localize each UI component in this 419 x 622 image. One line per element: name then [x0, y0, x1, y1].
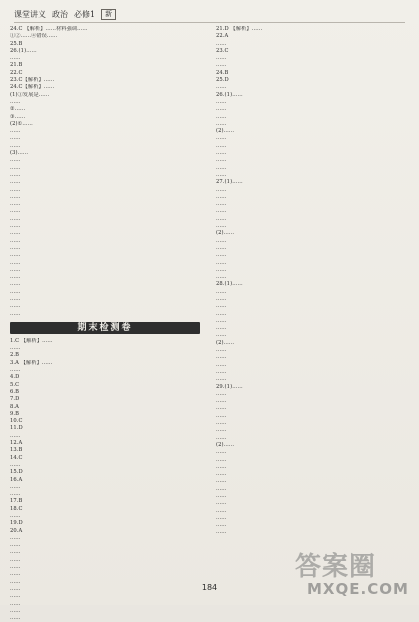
text-line: ......: [216, 259, 227, 266]
text-line: ......: [216, 347, 227, 354]
text-line: ......: [10, 549, 21, 556]
text-line: ......: [10, 215, 21, 222]
text-line: ......: [216, 368, 227, 375]
text-line: ......: [216, 237, 227, 244]
text-line: ......: [216, 434, 227, 441]
text-line: ......: [216, 266, 227, 273]
text-line: (3)......: [10, 150, 29, 157]
left-column-bottom: [10, 338, 200, 622]
text-line: ......: [216, 332, 227, 339]
text-line: ......: [216, 420, 227, 427]
text-line: ......: [216, 463, 227, 470]
text-line: ......: [216, 405, 227, 412]
text-line: 5.C: [10, 381, 20, 388]
text-line: ③......: [10, 113, 26, 120]
running-header: [14, 6, 405, 23]
text-line: ......: [216, 500, 227, 507]
text-line: 22.C: [10, 69, 23, 76]
text-line: 25.B: [10, 40, 23, 47]
text-line: ......: [216, 274, 227, 281]
text-line: ......: [10, 585, 21, 592]
text-line: ......: [216, 485, 227, 492]
text-line: ......: [10, 237, 21, 244]
text-line: ......: [10, 128, 21, 135]
text-line: (2)......: [216, 128, 235, 135]
text-line: ......: [10, 288, 21, 295]
text-line: ......: [216, 40, 227, 47]
text-line: 8.A: [10, 403, 19, 410]
series-name: 课堂讲义: [14, 9, 46, 19]
text-line: ......: [10, 542, 21, 549]
edition-badge: 新: [101, 9, 116, 20]
watermark-cn: 答案圈: [295, 552, 377, 582]
text-line: ......: [10, 259, 21, 266]
text-line: ......: [216, 208, 227, 215]
text-line: ......: [216, 390, 227, 397]
text-line: ......: [216, 120, 227, 127]
text-line: 21.D 【解析】......: [216, 26, 263, 32]
text-line: ......: [216, 164, 227, 171]
text-line: 16.A: [10, 476, 23, 483]
right-column: [216, 26, 412, 537]
text-line: ......: [10, 186, 21, 193]
text-line: ......: [216, 456, 227, 463]
text-line: ......: [216, 113, 227, 120]
text-line: ......: [216, 529, 227, 536]
text-line: ......: [10, 556, 21, 563]
text-line: ......: [216, 325, 227, 332]
text-line: ......: [216, 295, 227, 302]
text-line: 17.B: [10, 498, 23, 505]
left-column-top: [10, 26, 200, 318]
section-title: 期末检测卷: [10, 322, 200, 334]
text-line: 25.D: [216, 77, 229, 84]
text-line: ......: [10, 600, 21, 607]
text-line: ......: [10, 571, 21, 578]
text-line: ......: [10, 142, 21, 149]
text-line: ......: [10, 135, 21, 142]
text-line: ......: [216, 55, 227, 62]
text-line: ......: [216, 171, 227, 178]
text-line: ......: [10, 615, 21, 622]
text-line: ......: [216, 157, 227, 164]
text-line: 19.D: [10, 520, 23, 527]
text-line: ......: [216, 478, 227, 485]
text-line: ......: [10, 164, 21, 171]
text-line: 29.(1)......: [216, 383, 243, 390]
text-line: ......: [216, 471, 227, 478]
text-line: ......: [10, 98, 21, 105]
text-line: 1.C 【解析】......: [10, 337, 53, 344]
text-line: ......: [216, 150, 227, 157]
watermark-en: MXQE.COM: [307, 580, 409, 598]
text-line: ......: [10, 244, 21, 251]
text-line: ......: [10, 513, 21, 519]
text-line: ......: [216, 142, 227, 149]
text-line: 24.B: [216, 69, 229, 76]
text-line: ......: [10, 171, 21, 178]
text-line: 13.B: [10, 447, 23, 454]
text-line: 24.C【解析】......: [10, 84, 55, 91]
watermark-logo: [295, 546, 413, 602]
text-line: ......: [10, 193, 21, 200]
text-line: ......: [10, 208, 21, 215]
text-line: 12.A: [10, 440, 23, 447]
text-line: ......: [216, 317, 227, 324]
right-column-lines: [216, 26, 412, 537]
text-line: ......: [10, 564, 21, 571]
text-line: ......: [216, 412, 227, 419]
text-line: 6.B: [10, 388, 20, 395]
volume-name: 必修1: [74, 9, 96, 19]
text-line: ......: [216, 493, 227, 499]
text-line: 7.D: [10, 396, 20, 403]
text-line: ......: [216, 514, 227, 521]
text-line: ......: [10, 179, 21, 186]
text-line: 24.C 【解析】......材料强调......: [10, 26, 88, 32]
subject-name: 政治: [52, 9, 68, 19]
text-line: ......: [10, 491, 21, 498]
text-line: (2)①......: [10, 120, 33, 127]
text-line: ......: [216, 84, 227, 91]
text-line: ......: [10, 295, 21, 302]
text-line: ......: [216, 310, 227, 317]
text-line: ......: [216, 62, 227, 69]
text-line: 18.C: [10, 505, 23, 512]
text-line: ......: [216, 135, 227, 142]
text-line: ......: [10, 157, 21, 164]
text-line: ......: [216, 449, 227, 456]
text-line: (2)......: [216, 441, 235, 448]
text-line: ......: [216, 507, 227, 514]
text-line: (2)......: [216, 339, 235, 346]
text-line: 23.C: [216, 47, 229, 54]
left-column: [10, 26, 200, 622]
text-line: 15.D: [10, 469, 23, 476]
text-line: (2)......: [216, 230, 235, 237]
text-line: 14.C: [10, 454, 23, 461]
text-line: ......: [10, 55, 21, 62]
text-line: 4.D: [10, 374, 20, 381]
text-line: ......: [216, 223, 227, 230]
text-line: 28.(1)......: [216, 281, 243, 288]
text-line: ......: [10, 303, 21, 310]
text-line: 3.A 【解析】......: [10, 359, 53, 366]
text-line: ......: [10, 461, 21, 468]
text-line: ......: [10, 432, 21, 439]
text-line: ......: [216, 252, 227, 259]
page-number: 184: [201, 583, 218, 592]
text-line: ......: [10, 483, 21, 490]
text-line: ......: [10, 266, 21, 273]
text-line: 20.A: [10, 527, 23, 534]
text-line: ......: [10, 274, 21, 281]
text-line: ......: [10, 252, 21, 259]
text-line: ......: [216, 354, 227, 361]
text-line: ②......: [10, 106, 26, 113]
text-line: 2.B: [10, 352, 20, 359]
text-line: ......: [216, 303, 227, 310]
text-line: ......: [10, 223, 21, 230]
text-line: ......: [10, 201, 21, 208]
text-line: ......: [10, 593, 21, 600]
text-line: ......: [216, 106, 227, 113]
text-line: ......: [10, 367, 21, 374]
text-line: ......: [10, 345, 21, 352]
text-line: ......: [216, 522, 227, 529]
text-line: ......: [216, 427, 227, 434]
text-line: ......: [216, 215, 227, 222]
text-line: ......: [216, 193, 227, 200]
text-line: ......: [216, 98, 227, 105]
text-line: ......: [10, 230, 21, 237]
text-line: ......: [216, 288, 227, 295]
text-line: 21.B: [10, 62, 23, 69]
text-line: ①②......④错误......: [10, 33, 58, 40]
text-line: ......: [216, 376, 227, 383]
text-line: ......: [216, 398, 227, 405]
text-line: ......: [216, 186, 227, 193]
text-line: ......: [10, 281, 21, 288]
text-line: 10.C: [10, 418, 23, 425]
text-line: ......: [216, 244, 227, 251]
text-line: 22.A: [216, 33, 229, 40]
text-line: 11.D: [10, 425, 23, 432]
text-line: 26.(1)......: [216, 91, 243, 98]
text-line: ......: [216, 201, 227, 208]
text-line: ......: [10, 310, 21, 317]
text-line: ......: [10, 578, 21, 585]
text-line: 26.(1)......: [10, 47, 37, 54]
text-line: 23.C【解析】......: [10, 77, 55, 84]
text-line: ......: [216, 361, 227, 368]
text-line: 27.(1)......: [216, 179, 243, 186]
text-line: 9.B: [10, 410, 20, 417]
text-line: ......: [10, 534, 21, 541]
text-line: ......: [10, 607, 21, 614]
text-line: (1)①发展是......: [10, 91, 50, 98]
